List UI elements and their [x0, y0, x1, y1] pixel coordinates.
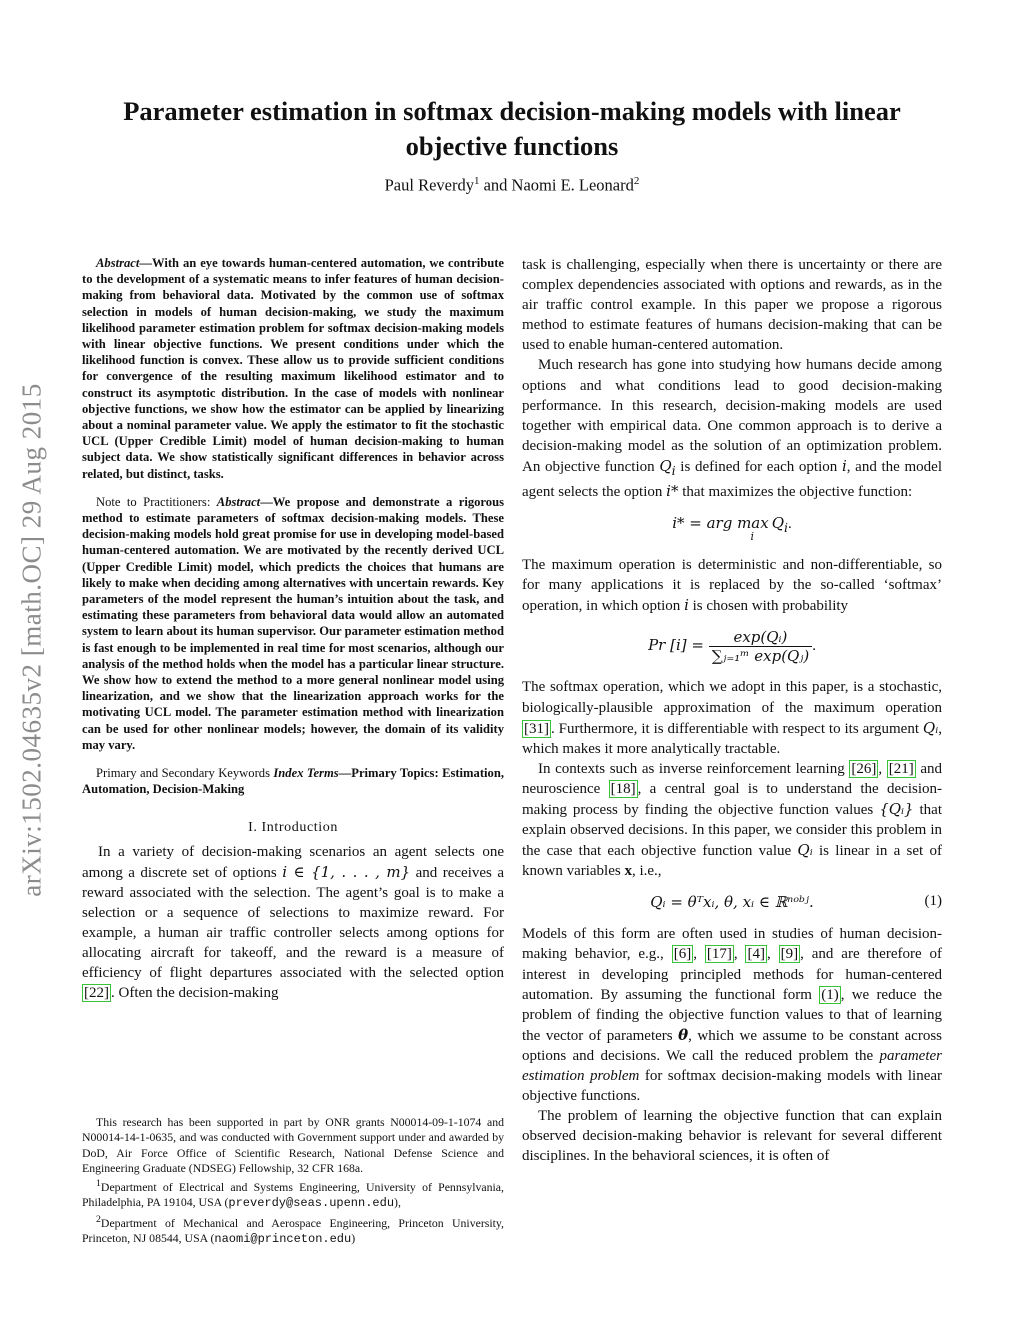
p5-text-c: , a central goal is to understand the decision-making process by finding the objective function values: [522, 780, 942, 818]
eq-argmax-under: i: [750, 530, 754, 544]
intro-paragraph-1: [82, 842, 504, 1004]
right-column: [522, 255, 942, 1166]
abstract-label: Abstract: [96, 256, 140, 270]
p6-sep: ,: [693, 946, 705, 963]
p6-text-e: for softmax decision-making models with linear objective functions.: [522, 1068, 943, 1105]
p2-math-q-main: Q: [659, 456, 672, 475]
eq-softmax-end: .: [812, 638, 816, 655]
footnote-1-end: ),: [394, 1195, 401, 1210]
intro-math-options: i ∈ {1, . . . , m}: [282, 862, 411, 881]
equation-reference-link[interactable]: (1): [821, 986, 839, 1003]
equation-softmax: [522, 628, 942, 665]
footnote-2-end: ): [351, 1230, 356, 1245]
p6-text-c: , we reduce the problem of finding the objective function values to that of learning the vector of parameters: [522, 986, 942, 1044]
arxiv-identifier: arXiv:1502.04635v2 [math.OC] 29 Aug 2015: [16, 383, 47, 897]
footnote-1: [82, 1176, 504, 1212]
p6-text-d: , which we assume to be constant across options and decisions. We call the reduced problem the: [522, 1027, 942, 1064]
p3-text-b: is chosen with probability: [688, 598, 849, 615]
p2-text-d: that maximizes the objective function:: [678, 484, 913, 501]
author-line: [70, 175, 954, 196]
footnote-1-text: Department of Electrical and Systems Engineering, University of Pennsylvania, Philadelphia, PA 19104, USA (: [82, 1180, 504, 1210]
equation-1: [522, 893, 942, 912]
footnote-2-mark: 2: [96, 1213, 101, 1225]
right-paragraph-4: [522, 677, 942, 758]
p4-math-q: Qᵢ: [922, 718, 939, 737]
arxiv-sidebar: [0, 0, 60, 1325]
right-paragraph-6: [522, 924, 942, 1106]
p6-sep: ,: [733, 946, 746, 963]
note-to-practitioners: [82, 494, 504, 753]
section-heading-introduction: I. Introduction: [248, 819, 338, 835]
left-column: [82, 255, 504, 1003]
eq1-number: (1): [924, 893, 942, 910]
p5-text-e: is linear in a set of known variables: [522, 843, 942, 880]
p6-sep: ,: [766, 946, 779, 963]
funding-note: This research has been supported in part by ONR grants N00014-09-1-1074 and N00014-14-1-0635, and was conducted with Government support under and awarded by DoD, Air Force Office of Scientific Research, National Defense Science and Engineering Graduate (NDSEG) Fellowship, 32 CFR 168a.: [82, 1115, 504, 1175]
right-paragraph-5: [522, 759, 942, 882]
eq-softmax-denominator: ∑ⱼ₌₁ᵐ exp(Qⱼ): [711, 647, 810, 666]
right-paragraph-7: The problem of learning the objective function that can explain observed decision-making behavior is relevant for several different disciplines. In the behavioral sciences, it is often of: [522, 1108, 942, 1165]
right-paragraph-2: [522, 355, 942, 502]
footnote-2-text: Department of Mechanical and Aerospace Engineering, Princeton University, Princeton, NJ 08544, USA (: [82, 1215, 504, 1245]
citation-link[interactable]: [6]: [673, 946, 692, 963]
footnote-1-mark: 1: [96, 1178, 101, 1190]
note-label: Abstract: [216, 494, 261, 509]
right-paragraph-3: [522, 555, 942, 616]
eq-softmax-lhs: Pr [i] =: [648, 636, 709, 655]
p2-math-q-sub: i: [671, 462, 676, 478]
p2-text-b: is defined for each option: [675, 458, 842, 475]
citation-link[interactable]: [17]: [706, 946, 732, 963]
author-name-1: Paul Reverdy: [384, 175, 474, 195]
keywords-label: Index Terms: [273, 766, 339, 781]
keywords-prefix: Primary and Secondary Keywords: [96, 766, 274, 781]
eq-argmax-end: .: [788, 516, 792, 533]
p5-text-b: and neuroscience: [522, 760, 942, 797]
footnotes: [82, 1115, 504, 1247]
footnote-1-email[interactable]: preverdy@seas.upenn.edu: [228, 1196, 395, 1211]
keywords: [82, 765, 504, 797]
p2-math-i: i: [841, 456, 847, 475]
p2-text-c: , and the model agent selects the option: [522, 458, 942, 501]
abstract: [82, 255, 504, 482]
citation-link[interactable]: [22]: [84, 985, 109, 1002]
p2-math-istar: i*: [666, 482, 679, 501]
note-prefix: Note to Practitioners:: [96, 494, 217, 509]
footnote-2-email[interactable]: naomi@princeton.edu: [214, 1231, 352, 1246]
author-name-2: Naomi E. Leonard: [511, 175, 634, 195]
citation-link[interactable]: [31]: [524, 720, 549, 737]
p6-math-theta: θ: [678, 1025, 689, 1044]
p3-math-i: i: [684, 596, 689, 615]
citation-link[interactable]: [21]: [888, 760, 914, 777]
author-affiliation-1: 1: [473, 175, 480, 187]
p5-text-d: that explain observed decisions. In this paper, we consider this problem in the case that each objective function value: [522, 801, 942, 860]
intro-text-c: . Often the decision-making: [111, 985, 279, 1002]
citation-link[interactable]: [26]: [851, 760, 877, 777]
eq-argmax-rhs-sub: i: [784, 520, 789, 536]
eq-softmax-numerator: exp(Qᵢ): [709, 628, 812, 647]
eq-argmax-rhs: Q: [771, 514, 785, 533]
p4-text-a: The softmax operation, which we adopt in this paper, is a stochastic, biologically-plausible approximation of the maximum operation: [522, 679, 942, 716]
abstract-text: —With an eye towards human-centered automation, we contribute to the development of a systematic means to infer features of human decision-making from behavioral data. Motivated by the common use of softmax selection in models of human decision-making, we study the maximum likelihood parameter estimation problem for softmax decision-making models with linear objective functions. We present conditions under which the likelihood function is convex. These allow us to provide sufficient conditions for convergence of the resulting maximum likelihood estimator and to construct its asymptotic distribution. In the case of models with nonlinear objective functions, we show how the estimator can be applied by linearizing about a nominal parameter value. We apply the estimator to fit the stochastic UCL (Upper Credible Limit) model of human decision-making to human subject data. We show statistically significant differences in behavior across related, but distinct, tasks.: [82, 256, 504, 481]
p6-emphasis: parameter estimation problem: [522, 1047, 942, 1084]
citation-link[interactable]: [4]: [747, 946, 765, 963]
author-affiliation-2: 2: [633, 175, 640, 187]
eq-argmax-lhs: i* = arg max: [672, 514, 769, 533]
equation-argmax: [522, 514, 942, 543]
p2-math-q: [659, 456, 676, 478]
note-text: —We propose and demonstrate a rigorous method to estimate parameters of softmax decision-making models. These decision-making models hold great promise for use in developing model-based human-centered automation. We are motivated by the recently derived UCL (Upper Credible Limit) model, which predicts the choices that humans are likely to make when deciding among alternatives with uncertain rewards. Key parameters of the model represent the human’s intuition about the task, and estimating these parameters from behavioral data would allow an automated system to learn about its human supervisor. Our parameter estimation method is fast enough to be implemented in real time for most scenarios, although our analysis of the method holds when the model has a particular linear structure. We show how to extend the method to a more general nonlinear model using linearization, and we show that the linearization approach works for the motivating UCL model. The parameter estimation method with linearization can be used for other nonlinear models; however, the domain of its validity may vary.: [82, 494, 504, 752]
right-paragraph-1: task is challenging, especially when there is uncertainty or there are complex dependencies associated with options and rewards, as in the air traffic control example. In this paper we propose a rigorous method to estimate features of humans decision-making that can be used to enable human-centered automation.: [522, 257, 942, 354]
p6-text-a: Models of this form are often used in studies of human decision-making behavior, e.g.,: [522, 926, 942, 963]
p5-text-f: , i.e.,: [631, 863, 662, 880]
eq-softmax-fraction: [709, 628, 812, 665]
intro-text-a: In a variety of decision-making scenarios an agent selects one among a discrete set of options: [82, 843, 504, 881]
p5-text-a: In contexts such as inverse reinforcement learning: [538, 760, 850, 777]
p5-sep: ,: [878, 760, 887, 777]
keywords-text: —Primary Topics: Estimation, Automation, Decision-Making: [82, 766, 504, 797]
p6-text-b: , and are therefore of interest in developing principled methods for human-centered automation. By assuming the functional form: [522, 946, 943, 1003]
p5-math-q: Qᵢ: [797, 841, 813, 860]
p5-math-x: x: [624, 863, 632, 880]
p3-text-a: The maximum operation is deterministic and non-differentiable, so for many applications it is replaced by the so-called ‘softmax’ operation, in which option: [522, 557, 942, 615]
p2-text-a: Much research has gone into studying how humans decide among options and what conditions lead to good decision-making performance. In this research, decision-making models are used together with empirical data. One common approach is to derive a decision-making model as the solution of an optimization problem. An objective function: [522, 357, 942, 475]
citation-link[interactable]: [9]: [780, 946, 799, 963]
author-joiner: and: [483, 175, 508, 195]
footnote-2: [82, 1212, 504, 1248]
p5-math-set: {Qᵢ}: [879, 799, 914, 818]
citation-link[interactable]: [18]: [610, 780, 636, 797]
intro-text-b: and receives a reward associated with the selection. The agent’s goal is to make a selection or a sequence of selections to maximize reward. For example, a human air traffic controller selects among options for allocating aircraft for takeoff, and the reward is a measure of efficiency of flight departures associated with the selected option: [82, 864, 504, 982]
eq1-body: Qᵢ = θᵀxᵢ, θ, xᵢ ∈ ℝⁿᵒᵇʲ.: [650, 893, 814, 912]
p4-text-c: , which makes it more analytically tractable.: [522, 720, 942, 757]
paper-title: Parameter estimation in softmax decision-making models with linear objective functions: [123, 96, 901, 161]
p4-text-b: . Furthermore, it is differentiable with respect to its argument: [551, 720, 923, 737]
